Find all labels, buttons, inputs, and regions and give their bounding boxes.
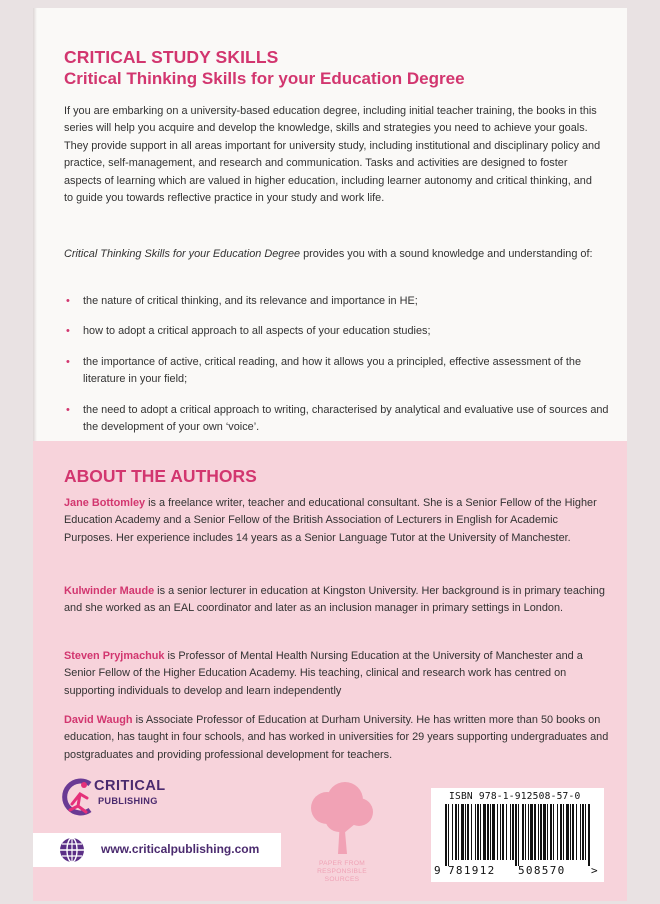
barcode-bar — [543, 804, 546, 860]
list-item — [64, 354, 609, 389]
barcode-bar — [570, 804, 571, 860]
isbn-label: ISBN 978-1-912508-57-0 — [449, 791, 581, 802]
barcode-bar — [471, 804, 472, 860]
list-item-text: the need to adopt a critical approach to writing, characterised by analytical and evaluative use of sources and the development of your own ‘voice’. — [83, 403, 609, 434]
barcode-bar — [525, 804, 526, 860]
author-bio-bottomley — [64, 495, 609, 547]
author-name: Jane Bottomley — [64, 497, 146, 509]
author-bio-text: is Associate Professor of Education at Durham University. He has written more than 50 books on education, has taught in four schools, and has worked in universities for 29 years supporting undergraduates and postgraduates and providing professional development for teachers. — [64, 714, 609, 761]
author-name: David Waugh — [64, 714, 133, 726]
list-item-text: the nature of critical thinking, and its relevance and importance in HE; — [83, 295, 418, 307]
barcode-digits-left: 781912 — [448, 864, 496, 877]
list-item-text: the importance of active, critical reading, and how it allows you a principled, effective assessment of the literature in your field; — [83, 355, 582, 386]
provides-paragraph — [64, 246, 604, 263]
barcode-bar — [506, 804, 507, 860]
barcode-bar — [492, 804, 495, 860]
barcode-bar — [475, 804, 476, 860]
barcode-bar — [518, 804, 519, 866]
bullet-icon: • — [66, 295, 70, 307]
authors-heading: ABOUT THE AUTHORS — [64, 466, 257, 486]
website-url: www.criticalpublishing.com — [101, 842, 260, 856]
author-bio-text: is Professor of Mental Health Nursing Education at the University of Manchester and a Senior Fellow of the Higher Education Academy. His teaching, clinical and research work has centred on supporting individuals to develop and learn independently — [64, 650, 583, 697]
barcode-bar — [467, 804, 469, 860]
list-item — [64, 323, 609, 340]
barcode-bar — [445, 804, 447, 866]
barcode-bar — [480, 804, 481, 860]
bullet-icon: • — [66, 355, 70, 368]
barcode-digits-right: 508570 — [518, 864, 566, 877]
list-item — [64, 293, 609, 310]
barcode-digit-tail: > — [591, 864, 598, 877]
barcode-bar — [550, 804, 552, 860]
publisher-logo — [60, 774, 200, 820]
barcode-bar — [502, 804, 504, 860]
author-name: Steven Pryjmachuk — [64, 650, 165, 662]
barcode-bar — [465, 804, 466, 860]
provides-book-title: Critical Thinking Skills for your Education Degree — [64, 248, 301, 260]
barcode-bar — [530, 804, 533, 860]
author-bio-maude — [64, 583, 609, 618]
author-bio-text: is a senior lecturer in education at Kingston University. Her background is in primary teaching and she worked as an EAL coordinator and later as an inclusion manager in primary settings in London. — [64, 585, 605, 615]
learning-points-list — [64, 293, 609, 436]
provides-text: provides you with a sound knowledge and understanding of: — [300, 248, 593, 260]
author-name: Kulwinder Maude — [64, 585, 155, 597]
barcode-bar — [582, 804, 584, 860]
barcode-bar — [557, 804, 558, 860]
barcode-bar — [490, 804, 491, 860]
author-bio-pryjmachuk — [64, 648, 609, 700]
book-title: Critical Thinking Skills for your Education Degree — [64, 69, 465, 88]
barcode-bar — [483, 804, 486, 860]
barcode-bar — [572, 804, 574, 860]
barcode-bar — [538, 804, 539, 860]
barcode-bar — [522, 804, 524, 860]
list-item-text: how to adopt a critical approach to all aspects of your education studies; — [83, 325, 431, 338]
barcode-bar — [512, 804, 514, 860]
bullet-icon: • — [66, 403, 70, 416]
barcode-panel — [431, 788, 604, 882]
barcode — [445, 804, 590, 866]
barcode-digit-lead: 9 — [434, 864, 441, 877]
barcode-bar — [448, 804, 449, 866]
barcode-bar — [540, 804, 542, 860]
barcode-bar — [477, 804, 479, 860]
paper-note-line3: SOURCES — [324, 876, 360, 883]
barcode-bar — [461, 804, 464, 860]
publisher-name-line2: PUBLISHING — [98, 796, 158, 806]
barcode-bar — [563, 804, 564, 860]
barcode-bar — [487, 804, 489, 860]
barcode-bar — [547, 804, 548, 860]
barcode-bar — [455, 804, 457, 860]
barcode-bar — [515, 804, 517, 866]
barcode-bar — [458, 804, 459, 860]
author-bio-text: is a freelance writer, teacher and educational consultant. She is a Senior Fellow of the Higher Education Academy and a Senior Fellow of the British Association of Lecturers in English for Academic Purposes. Her experience includes 14 years as a Senior Language Tutor at the University of Manchester. — [64, 497, 597, 544]
barcode-bar — [588, 804, 590, 866]
list-item — [64, 402, 609, 437]
responsible-paper-mark — [297, 780, 387, 896]
intro-paragraph: If you are embarking on a university-based education degree, including initial teacher training, the books in this series will help you acquire and develop the knowledge, skills and strategies you need to achieve your goals. They provide support in all areas important for university study, including institutional and disciplinary policy and practice, self-management, and research and communication. Tasks and activities are designed to foster aspects of learning which are valued in higher education, including learner autonomy and critical thinking, and to guide you towards reflective practice in your study and work life. — [64, 105, 601, 205]
barcode-bar — [553, 804, 554, 860]
tree-icon — [297, 780, 387, 860]
barcode-bar — [500, 804, 501, 860]
book-back-cover — [33, 8, 627, 901]
barcode-bar — [580, 804, 581, 860]
website-bar — [33, 833, 281, 867]
series-title: CRITICAL STUDY SKILLS — [64, 47, 279, 67]
bullet-icon: • — [66, 325, 70, 338]
paper-note-line1: PAPER FROM — [318, 860, 366, 867]
barcode-bar — [585, 804, 586, 860]
barcode-bar — [566, 804, 569, 860]
barcode-bar — [452, 804, 453, 860]
barcode-bar — [497, 804, 498, 860]
globe-icon — [58, 836, 86, 864]
author-bio-waugh — [64, 712, 609, 764]
barcode-bar — [534, 804, 536, 860]
description-section — [33, 8, 627, 438]
barcode-bar — [528, 804, 529, 860]
barcode-bar — [560, 804, 562, 860]
barcode-bar — [510, 804, 511, 860]
barcode-bar — [576, 804, 577, 860]
paper-note-line2: RESPONSIBLE — [317, 868, 367, 875]
publisher-name-line1: CRITICAL — [94, 778, 166, 794]
